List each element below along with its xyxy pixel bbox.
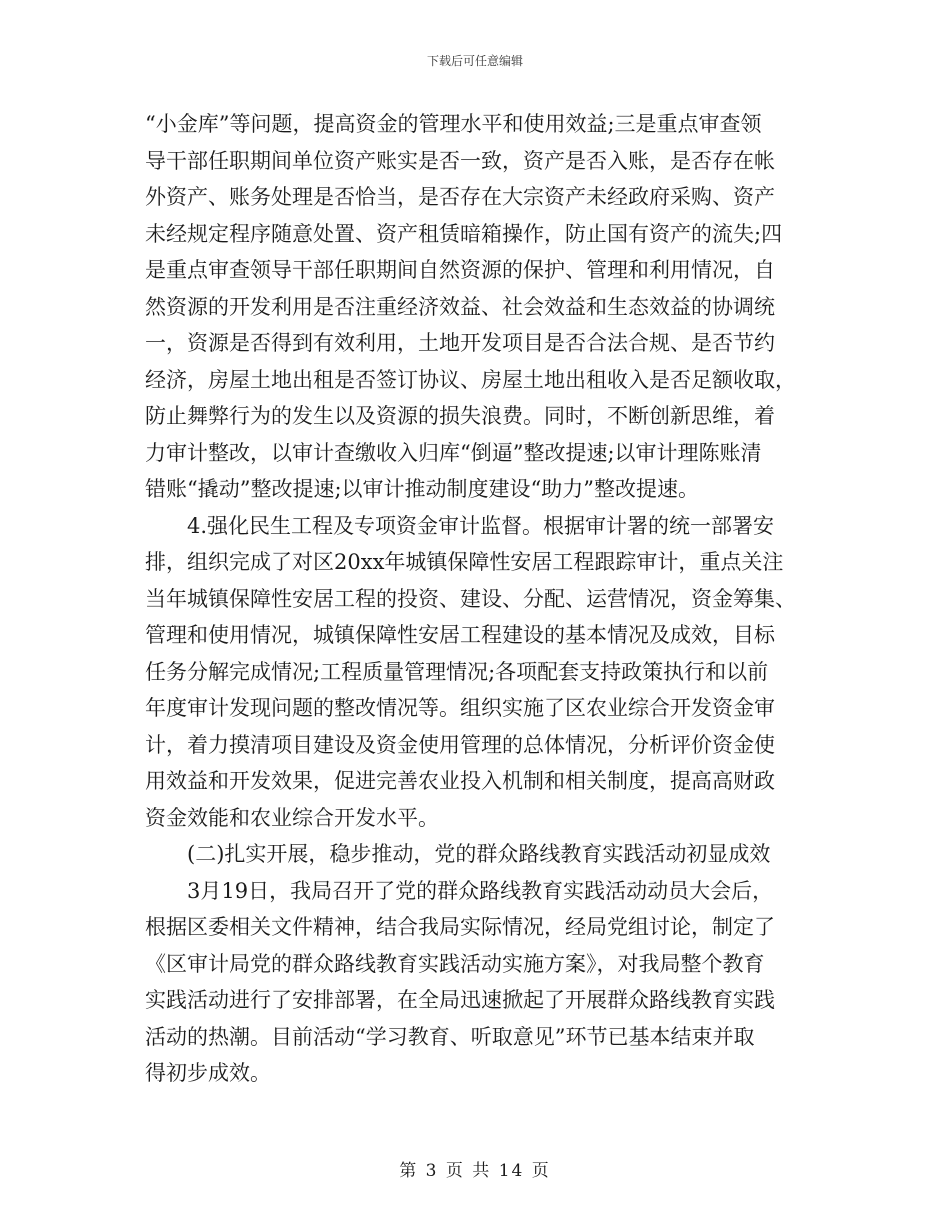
text-line: 4.强化民生工程及专项资金审计监督。根据审计署的统一部署安: [145, 513, 775, 538]
text-line: 年度审计发现问题的整改情况等。组织实施了区农业综合开发资金审: [145, 696, 775, 720]
text-line: 计，着力摸清项目建设及资金使用管理的总体情况，分析评价资金使: [145, 732, 775, 757]
text-line: 一，资源是否得到有效利用，土地开发项目是否合法合规、是否节约: [145, 331, 775, 355]
text-line: 错账“撬动”整改提速;以审计推动制度建设“助力”整改提速。: [145, 477, 700, 501]
text-line: 防止舞弊行为的发生以及资源的损失浪费。同时，不断创新思维，着: [145, 404, 775, 428]
page-footer: 第 3 页 共 14 页: [399, 1161, 551, 1181]
text-line: 用效益和开发效果，促进完善农业投入机制和相关制度，提高高财政: [145, 769, 775, 793]
text-line: 活动的热潮。目前活动“学习教育、听取意见”环节已基本结束并取: [145, 1024, 755, 1049]
text-line: 是重点审查领导干部任职期间自然资源的保护、管理和利用情况，自: [145, 258, 775, 282]
text-line: 管理和使用情况，城镇保障性安居工程建设的基本情况及成效，目标: [145, 623, 775, 647]
text-line: 然资源的开发利用是否注重经济效益、社会效益和生态效益的协调统: [145, 294, 775, 319]
text-line: 外资产、账务处理是否恰当，是否存在大宗资产未经政府采购、资产: [145, 185, 775, 209]
text-line: 实践活动进行了安排部署，在全局迅速掀起了开展群众路线教育实践: [145, 988, 775, 1012]
text-line: 经济，房屋土地出租是否签订协议、房屋土地出租收入是否足额收取，: [145, 367, 796, 392]
text-line: 当年城镇保障性安居工程的投资、建设、分配、运营情况，资金筹集、: [145, 586, 796, 611]
text-line: 资金效能和农业综合开发水平。: [145, 805, 439, 830]
text-line: 未经规定程序随意处置、资产租赁暗箱操作，防止国有资产的流失;四: [145, 221, 783, 246]
text-line: 导干部任职期间单位资产账实是否一致，资产是否入账，是否存在帐: [145, 148, 775, 173]
text-line: 排，组织完成了对区20xx年城镇保障性安居工程跟踪审计，重点关注: [145, 550, 784, 574]
text-line: 根据区委相关文件精神，结合我局实际情况，经局党组讨论，制定了: [145, 915, 775, 939]
text-line: 《区审计局党的群众路线教育实践活动实施方案》，对我局整个教育: [145, 951, 765, 976]
text-line: 任务分解完成情况;工程质量管理情况;各项配套支持政策执行和以前: [145, 659, 769, 684]
document-body: [145, 106, 815, 1092]
text-line: 得初步成效。: [145, 1061, 271, 1085]
text-line: 3月19日，我局召开了党的群众路线教育实践活动动员大会后，: [145, 878, 774, 903]
text-line: “小金库”等问题，提高资金的管理水平和使用效益;三是重点审查领: [145, 112, 762, 136]
page-header: 下载后可任意编辑: [426, 54, 523, 68]
text-line: 力审计整改，以审计查缴收入归库“倒逼”整改提速;以审计理陈账清: [145, 440, 762, 465]
section-heading: (二)扎实开展，稳步推动，党的群众路线教育实践活动初显成效: [145, 842, 771, 866]
